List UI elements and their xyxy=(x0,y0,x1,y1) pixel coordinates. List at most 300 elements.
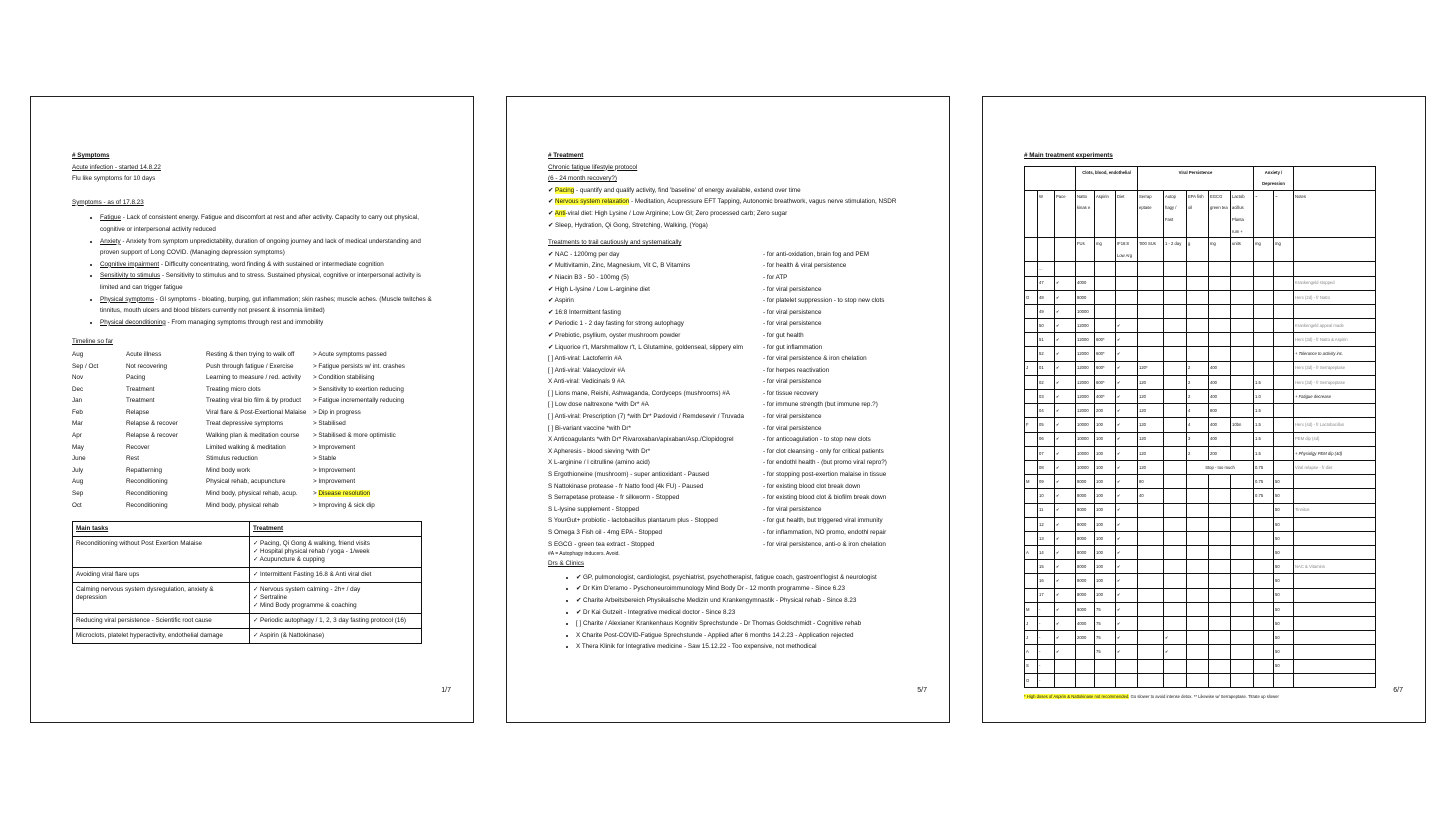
experiment-cell xyxy=(1187,304,1209,318)
experiment-cell: 50 xyxy=(1274,560,1294,574)
experiment-cell xyxy=(1025,375,1038,389)
treatment-name: X L-arginine / l citrulline (amino acid) xyxy=(548,459,650,467)
experiment-cell xyxy=(1254,659,1274,673)
experiment-cell: 1.5 xyxy=(1254,404,1274,418)
experiment-cell xyxy=(1274,375,1294,389)
experiment-cell xyxy=(1187,560,1209,574)
lifestyle-text: -viral diet: High Lysine / Low Arginine; Low GI; Zero processed carb; Zero sugar xyxy=(565,209,788,217)
experiment-cell xyxy=(1025,390,1038,404)
experiment-cell xyxy=(1209,673,1231,687)
experiment-cell: 50 xyxy=(1274,645,1294,659)
experiment-cell xyxy=(1231,631,1254,645)
treatment-row xyxy=(548,411,909,423)
experiment-cell xyxy=(1254,645,1274,659)
experiment-row xyxy=(1025,361,1376,375)
experiment-cell xyxy=(1095,673,1116,687)
experiment-cell xyxy=(1209,503,1231,517)
experiment-cell xyxy=(1164,304,1187,318)
recovery-line: (6 - 24 month recovery?) xyxy=(548,175,617,183)
tasks-header-row xyxy=(73,522,422,537)
experiment-cell xyxy=(1025,404,1038,418)
treatment-purpose: - for gut inflammation xyxy=(763,343,823,351)
experiment-cell: 8000 xyxy=(1076,588,1095,602)
footnote: #A = Autophagy inducers. Avoid. xyxy=(548,551,620,558)
treatment-row xyxy=(548,399,909,411)
experiment-cell: ✔ xyxy=(1116,560,1138,574)
experiment-row xyxy=(1025,290,1376,304)
column-header: Diet xyxy=(1116,190,1138,237)
experiment-cell xyxy=(1209,560,1231,574)
lifestyle-key: Nervous system relaxation xyxy=(555,198,630,206)
experiment-cell xyxy=(1254,546,1274,560)
experiment-cell xyxy=(1164,531,1187,545)
treatment-name: ✔ Multivitamin, Zinc, Magnesium, Vit C, B Vitamins xyxy=(548,262,691,270)
timeline-row xyxy=(72,349,405,361)
column-header: Serrap eptase xyxy=(1138,190,1164,237)
experiment-cell: Tinnitus xyxy=(1294,503,1376,517)
timeline-row xyxy=(72,442,405,454)
experiment-cell xyxy=(1209,574,1231,588)
experiment-cell: - xyxy=(1038,617,1055,631)
experiment-cell: 01 xyxy=(1038,361,1055,375)
experiment-cell xyxy=(1116,276,1138,290)
table-footnote xyxy=(1024,691,1385,703)
timeline-cell: Treat depressive symptoms xyxy=(206,420,284,428)
timeline-cell: > Condition stabilising xyxy=(313,374,375,382)
experiment-cell: 07 xyxy=(1038,446,1055,460)
experiment-cell xyxy=(1254,617,1274,631)
experiment-cell xyxy=(1025,517,1038,531)
experiment-cell: Herx (3d) - fr Natto & Aspirin xyxy=(1294,333,1376,347)
treatment-row xyxy=(548,423,909,435)
treatment-name: S Omega 3 Fish oil - 4mg EPA - Stopped xyxy=(548,529,662,536)
experiment-cell xyxy=(1116,262,1138,276)
timeline-row xyxy=(72,407,405,419)
experiment-cell: 1.5 xyxy=(1254,432,1274,446)
experiment-cell xyxy=(1274,432,1294,446)
timeline-cell: > Stabilised xyxy=(313,420,346,428)
experiment-cell xyxy=(1187,262,1209,276)
experiment-cell xyxy=(1294,475,1376,489)
timeline-cell: Mind body, physical rehab, acup. xyxy=(206,490,298,498)
lifestyle-item xyxy=(548,196,909,208)
experiment-row xyxy=(1025,347,1376,361)
experiment-cell xyxy=(1231,645,1254,659)
timeline-row xyxy=(72,453,405,465)
treatment-row xyxy=(548,272,909,284)
experiment-cell xyxy=(1187,574,1209,588)
experiment-cell xyxy=(1231,659,1254,673)
task-cell: Avoiding viral flare ups xyxy=(73,568,250,583)
experiment-cell: A xyxy=(1025,546,1038,560)
experiment-cell: 600* xyxy=(1095,361,1116,375)
experiment-cell: ✔ xyxy=(1164,645,1187,659)
experiment-cell: 06 xyxy=(1038,432,1055,446)
timeline-cell: Physical rehab, acupuncture xyxy=(206,478,286,486)
tasks-header-cell: Treatment xyxy=(250,522,422,537)
experiment-cell: 10000 xyxy=(1076,304,1095,318)
timeline-highlight: Disease resolution xyxy=(318,490,371,498)
experiment-row xyxy=(1025,560,1376,574)
experiment-cell: 1.5 xyxy=(1254,446,1274,460)
unit-cell: mg xyxy=(1254,238,1274,262)
timeline-cell: Pacing xyxy=(126,374,146,382)
experiment-cell xyxy=(1095,262,1116,276)
symptom-desc: - GI symptoms - bloating, burping, gut inflammation; skin rashes; muscle aches. (Muscle twitches & tinnitus, mouth ulcers and blood blisters currently not present & insomnia limited) xyxy=(100,295,432,315)
experiment-cell xyxy=(1138,517,1164,531)
timeline-cell: Acute illness xyxy=(126,350,162,358)
experiment-cell: F xyxy=(1025,418,1038,432)
experiment-cell xyxy=(1164,517,1187,531)
experiment-cell xyxy=(1138,659,1164,673)
experiment-cell: 120 xyxy=(1138,375,1164,389)
experiment-cell: 8000 xyxy=(1076,531,1095,545)
experiment-cell: 120 xyxy=(1138,432,1164,446)
experiment-cell xyxy=(1095,659,1116,673)
experiment-cell: 03 xyxy=(1038,390,1055,404)
experiment-cell: 12000 xyxy=(1076,375,1095,389)
unit-cell xyxy=(1055,238,1076,262)
column-header: Natto kinas e xyxy=(1076,190,1095,237)
column-header: ~ xyxy=(1274,190,1294,237)
page-experiments xyxy=(982,96,1426,723)
experiment-cell xyxy=(1138,602,1164,616)
experiment-cell: 08 xyxy=(1038,460,1055,474)
page-title: # Symptoms xyxy=(72,152,110,159)
timeline-cell: Treatment xyxy=(126,397,155,405)
experiment-row xyxy=(1025,375,1376,389)
experiment-cell: 50 xyxy=(1274,574,1294,588)
experiment-cell: 100 xyxy=(1095,560,1116,574)
trail-heading: Treatments to trail cautiously and systematically xyxy=(548,239,682,247)
experiment-cell xyxy=(1187,631,1209,645)
experiment-cell xyxy=(1209,304,1231,318)
experiment-row xyxy=(1025,276,1376,290)
treatment-cell xyxy=(250,568,422,583)
experiment-cell xyxy=(1164,404,1187,418)
timeline-cell: Mind body, physical rehab xyxy=(206,501,279,509)
timeline-cell: Sep / Oct xyxy=(72,362,99,370)
lifestyle-item xyxy=(548,185,909,197)
experiment-cell: - xyxy=(1038,673,1055,687)
treatment-row xyxy=(548,434,909,446)
treatment-purpose: - for viral persistence xyxy=(763,285,822,293)
experiment-cell xyxy=(1164,319,1187,333)
unit-cell: IF16:8 Low Arg xyxy=(1116,238,1138,262)
treatment-purpose: - for anti-oxidation, brain fog and PEM xyxy=(763,250,870,258)
experiment-cell: 1.0 xyxy=(1254,390,1274,404)
experiment-cell: 50 xyxy=(1274,602,1294,616)
experiment-cell: 200 xyxy=(1209,446,1231,460)
experiment-cell xyxy=(1138,673,1164,687)
experiment-cell: 8000 xyxy=(1076,503,1095,517)
experiment-cell: M xyxy=(1025,602,1038,616)
experiment-cell: O xyxy=(1025,290,1038,304)
experiment-cell xyxy=(1025,460,1038,474)
timeline-cell: Limited walking & meditation xyxy=(206,443,286,451)
timeline-cell: Push through fatigue / Exercise xyxy=(206,362,294,370)
timeline-table xyxy=(72,349,405,511)
experiment-cell: 47 xyxy=(1038,276,1055,290)
experiment-cell: 8000 xyxy=(1076,290,1095,304)
experiment-cell xyxy=(1187,489,1209,503)
experiment-cell xyxy=(1274,290,1294,304)
experiment-cell: Krankengeld stopped xyxy=(1294,276,1376,290)
treatment-row xyxy=(548,353,909,365)
experiment-cell xyxy=(1274,319,1294,333)
experiment-cell: ✔ xyxy=(1116,475,1138,489)
experiment-cell: 100 xyxy=(1095,546,1116,560)
column-header: EGCG green tea xyxy=(1209,190,1231,237)
experiment-cell xyxy=(1164,333,1187,347)
timeline-cell: Reconditioning xyxy=(126,490,168,498)
experiment-cell xyxy=(1209,347,1231,361)
experiment-row xyxy=(1025,418,1376,432)
experiment-cell xyxy=(1025,560,1038,574)
experiment-cell: - xyxy=(1038,645,1055,659)
experiment-cell: ✔ xyxy=(1116,333,1138,347)
timeline-row xyxy=(72,395,405,407)
experiment-row xyxy=(1025,404,1376,418)
column-header-row xyxy=(1025,190,1376,237)
experiment-row xyxy=(1025,489,1376,503)
experiment-cell: ✔ xyxy=(1116,347,1138,361)
dr-item: • X Charite Post-COVID-Fatigue Sprechstunde - Applied after 6 months 14.2.23 - Application rejected xyxy=(576,630,909,642)
treatment-name: X Anticoagulants *with Dr* Rivaroxaban/apixaban/Asp./Clopidogrel xyxy=(548,436,734,444)
experiment-row xyxy=(1025,333,1376,347)
experiment-cell: 100 xyxy=(1095,418,1116,432)
timeline-cell: Repatterning xyxy=(126,466,163,474)
experiment-cell: 100 xyxy=(1095,489,1116,503)
experiment-cell: ✔ xyxy=(1116,617,1138,631)
experiment-cell: 10000 xyxy=(1076,460,1095,474)
experiment-cell xyxy=(1138,503,1164,517)
experiment-cell: ✔ xyxy=(1116,375,1138,389)
task-row xyxy=(73,629,422,644)
treatment-purpose: - for platelet suppression - to stop new clots xyxy=(763,297,885,305)
experiment-cell xyxy=(1231,347,1254,361)
experiment-cell: 2 xyxy=(1187,390,1209,404)
timeline-cell: June xyxy=(72,455,86,463)
experiment-cell xyxy=(1187,602,1209,616)
experiment-cell xyxy=(1231,673,1254,687)
experiment-cell: ✔ xyxy=(1055,574,1076,588)
experiment-cell: 8000 xyxy=(1076,574,1095,588)
experiment-row xyxy=(1025,390,1376,404)
experiment-cell xyxy=(1254,347,1274,361)
experiment-cell xyxy=(1294,645,1376,659)
experiment-cell: 14 xyxy=(1038,546,1055,560)
timeline-row xyxy=(72,384,405,396)
symptom-desc: - From managing symptoms through rest and immobility xyxy=(165,318,324,326)
timeline-row xyxy=(72,488,405,500)
column-header: Notes xyxy=(1294,190,1376,237)
experiment-cell xyxy=(1294,304,1376,318)
experiment-cell xyxy=(1138,531,1164,545)
experiment-cell xyxy=(1274,418,1294,432)
experiment-cell xyxy=(1274,460,1294,474)
experiment-cell: 50 xyxy=(1274,503,1294,517)
experiment-cell xyxy=(1055,673,1076,687)
treatment-cell xyxy=(250,629,422,644)
treatment-name: S Nattokinase protease - fr Natto food (4k FU) - Paused xyxy=(548,482,704,490)
experiment-cell: ✔ xyxy=(1055,390,1076,404)
experiment-row xyxy=(1025,517,1376,531)
treatment-name: S Ergothioneine (mushroom) - super antioxidant - Paused xyxy=(548,471,710,479)
timeline-cell: Treating viral bio film & by product xyxy=(206,397,301,405)
experiment-cell: 8000 xyxy=(1076,546,1095,560)
experiment-cell xyxy=(1231,333,1254,347)
experiment-row xyxy=(1025,588,1376,602)
experiment-cell: 2000 xyxy=(1076,631,1095,645)
experiment-cell: 16 xyxy=(1038,574,1055,588)
experiment-cell xyxy=(1025,262,1038,276)
symptom-desc: - Lack of consistent energy. Fatigue and discomfort at rest and after activity. Capacity to carry out physical, cognitive or interpersonal activity reduced xyxy=(100,214,419,233)
symptom-name: Fatigue xyxy=(100,214,122,222)
experiment-cell xyxy=(1231,361,1254,375)
experiment-cell xyxy=(1025,333,1038,347)
experiment-cell xyxy=(1187,617,1209,631)
experiment-cell xyxy=(1274,673,1294,687)
experiment-cell: + Tolerance to activity inc. xyxy=(1294,347,1376,361)
experiment-row xyxy=(1025,617,1376,631)
dr-item: • ✔ Charite Arbeitsbereich Physikalische Medizin und Krankengymnastik - Physical rehab - Since 8.23 xyxy=(576,595,909,607)
treatment-cell xyxy=(250,537,422,568)
experiment-cell: ✔ xyxy=(1055,319,1076,333)
experiment-cell: ✔ xyxy=(1055,517,1076,531)
experiment-cell: ✔ xyxy=(1055,602,1076,616)
experiment-cell xyxy=(1164,361,1187,375)
experiment-cell: 04 xyxy=(1038,404,1055,418)
experiment-cell: J xyxy=(1025,617,1038,631)
treatment-name: ✔ 16:8 Intermittent fasting xyxy=(548,308,621,316)
treatment-purpose: - for inflammation, NO promo, endothl repair xyxy=(763,529,887,536)
treatment-row xyxy=(548,376,909,388)
experiment-cell xyxy=(1231,290,1254,304)
experiment-cell: 400* xyxy=(1095,390,1116,404)
treatment-row xyxy=(548,307,909,319)
treatment-cell xyxy=(250,614,422,629)
experiment-cell: ✔ xyxy=(1116,404,1138,418)
experiment-cell xyxy=(1254,602,1274,616)
lifestyle-text: - quantify and qualify activity, find 'baseline' of energy available, extend over time xyxy=(574,186,801,194)
experiment-cell xyxy=(1254,503,1274,517)
footnote-highlight: * High doses of Aspirin & Nattokinase not recommended. xyxy=(1024,693,1130,699)
lifestyle-key: Pacing xyxy=(555,186,575,194)
experiment-cell xyxy=(1254,673,1274,687)
experiment-cell: 2 xyxy=(1187,361,1209,375)
experiment-cell: ✔ xyxy=(1055,432,1076,446)
experiment-cell: 100 xyxy=(1095,517,1116,531)
timeline-cell: July xyxy=(72,466,84,474)
group-header-row xyxy=(1025,166,1376,190)
experiment-cell xyxy=(1294,531,1376,545)
experiment-row xyxy=(1025,602,1376,616)
experiment-cell xyxy=(1209,517,1231,531)
column-header: ~ xyxy=(1254,190,1274,237)
timeline-cell: Oct xyxy=(72,501,82,509)
experiment-cell: ✔ xyxy=(1055,404,1076,418)
experiment-cell xyxy=(1254,262,1274,276)
page-number: 5/7 xyxy=(917,687,927,694)
experiment-cell xyxy=(1294,588,1376,602)
treatment-name: S L-lysine supplement - Stopped xyxy=(548,505,640,513)
timeline-row xyxy=(72,476,405,488)
experiment-row xyxy=(1025,432,1376,446)
treatment-line: ✓ Intermittent Fasting 16.8 & Anti viral diet xyxy=(253,571,372,579)
experiment-cell: 52 xyxy=(1038,347,1055,361)
experiment-cell: 50 xyxy=(1274,631,1294,645)
experiment-cell xyxy=(1209,489,1231,503)
experiment-cell: ✔ xyxy=(1116,390,1138,404)
experiment-cell xyxy=(1294,631,1376,645)
experiment-cell xyxy=(1116,673,1138,687)
experiment-cell: 4 xyxy=(1187,404,1209,418)
treatment-row xyxy=(548,365,909,377)
experiment-cell: Herx (3d) - fr Serrapeptase xyxy=(1294,361,1376,375)
experiment-row xyxy=(1025,475,1376,489)
experiment-cell: 50 xyxy=(1274,531,1294,545)
symptom-list xyxy=(72,212,433,328)
treatment-name: S EGCG - green tea extract - Stopped xyxy=(548,540,655,548)
experiment-cell xyxy=(1138,319,1164,333)
experiment-cell xyxy=(1164,347,1187,361)
experiment-cell xyxy=(1274,304,1294,318)
lifestyle-check: ✔ xyxy=(548,198,556,206)
experiment-cell: 100 xyxy=(1095,503,1116,517)
experiment-cell: ✔ xyxy=(1055,546,1076,560)
page-title: # Main treatment experiments xyxy=(1024,152,1113,159)
experiment-cell xyxy=(1164,617,1187,631)
treatment-purpose: - for gut health, but triggered viral immunity xyxy=(763,517,883,525)
experiment-cell xyxy=(1294,659,1376,673)
timeline-row xyxy=(72,430,405,442)
experiment-cell: 400 xyxy=(1209,375,1231,389)
experiment-cell: ✔ xyxy=(1116,574,1138,588)
symptom-name: Physical symptoms xyxy=(100,295,154,303)
treatment-row xyxy=(548,295,909,307)
treatment-line: ✓ Hospital physical rehab / yoga - 1/week xyxy=(253,548,370,556)
experiment-cell: 8000 xyxy=(1076,489,1095,503)
experiment-cell: 50 xyxy=(1274,546,1294,560)
dr-item: • ✔ GP, pulmonologist, cardiologist, psychiatrist, psychotherapist, fatigue coach, gastroent'logist & neurologist xyxy=(576,572,909,584)
experiment-cell: 40 xyxy=(1138,489,1164,503)
timeline-cell: Stimulus reduction xyxy=(206,455,258,463)
experiment-cell: ✔ xyxy=(1116,588,1138,602)
experiment-cell xyxy=(1209,588,1231,602)
experiment-cell xyxy=(1164,446,1187,460)
timeline-cell: > Sensitivity to exertion reducing xyxy=(313,385,404,393)
experiment-cell xyxy=(1231,517,1254,531)
experiment-cell xyxy=(1274,262,1294,276)
treatment-row xyxy=(548,457,909,469)
experiment-cell: 0.75 xyxy=(1254,460,1274,474)
experiment-cell xyxy=(1138,617,1164,631)
timeline-row xyxy=(72,418,405,430)
experiment-cell xyxy=(1231,531,1254,545)
experiment-cell xyxy=(1254,290,1274,304)
experiment-cell xyxy=(1209,645,1231,659)
experiment-cell: 400 xyxy=(1209,361,1231,375)
treatment-purpose: - for health & viral persistence xyxy=(763,262,847,270)
experiment-cell: 50 xyxy=(1274,489,1294,503)
experiment-cell: 15 xyxy=(1038,560,1055,574)
timeline-cell: > Stabilised & more optimistic xyxy=(313,432,396,440)
experiment-cell: 0.75 xyxy=(1254,475,1274,489)
experiment-cell: ✔ xyxy=(1116,418,1138,432)
experiment-cell xyxy=(1254,531,1274,545)
timeline-cell: > Improvement xyxy=(313,478,356,486)
